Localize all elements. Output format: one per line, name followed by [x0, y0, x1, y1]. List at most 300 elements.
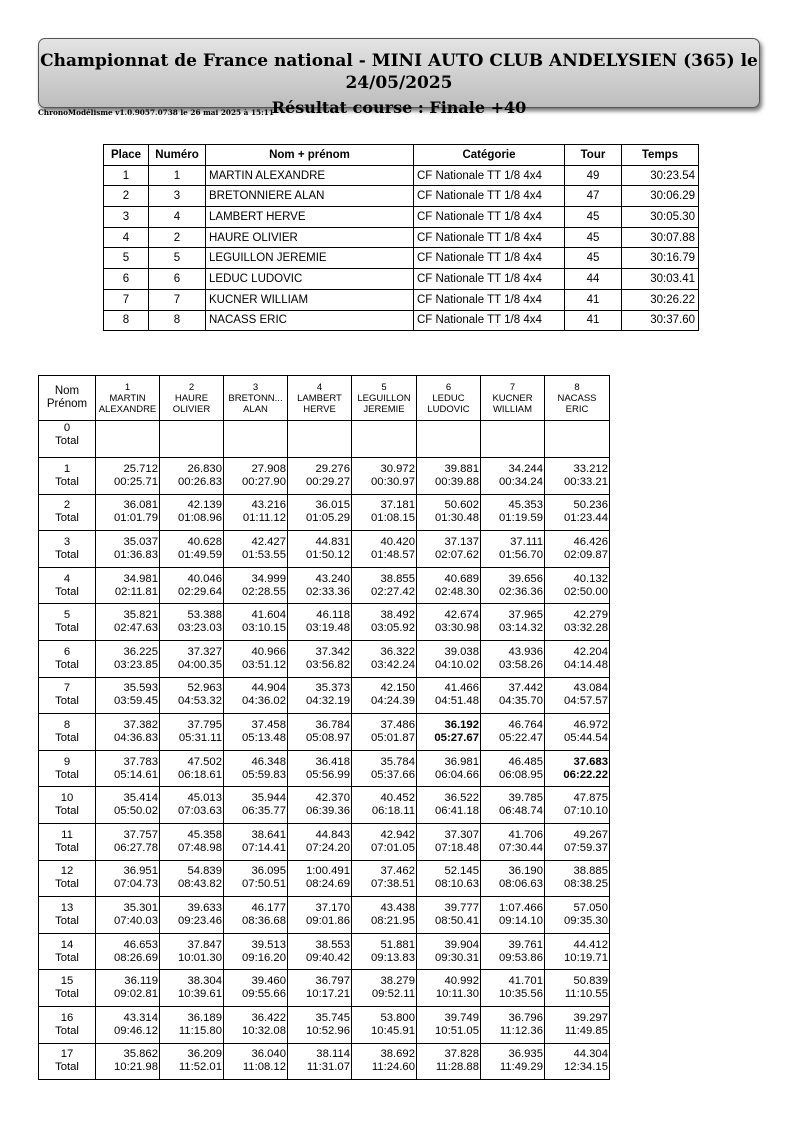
cumulative-time: 09:30.31 [435, 951, 479, 964]
lap-time: 35.373 [315, 682, 350, 695]
category-cell: CF Nationale TT 1/8 4x4 [414, 186, 565, 207]
cumulative-time: 05:50.02 [114, 805, 158, 818]
cumulative-time: 06:39.36 [306, 805, 350, 818]
corner-line: Prénom [46, 398, 88, 410]
lap-row [39, 933, 610, 970]
cumulative-time: 03:42.24 [371, 658, 415, 671]
lap-time: 41.706 [508, 828, 543, 841]
category-cell: CF Nationale TT 1/8 4x4 [414, 165, 565, 186]
lap-time-cell [352, 458, 417, 495]
cumulative-time: 07:01.05 [371, 841, 415, 854]
cumulative-time: 06:41.18 [435, 805, 479, 818]
software-version-line: ChronoModélisme v1.0.9057.0738 le 26 mai 2025 à 15:11 [38, 108, 274, 117]
number-cell: 5 [149, 248, 206, 269]
lap-time-cell [352, 640, 417, 677]
lap-time: 35.301 [123, 901, 158, 914]
lap-time-cell [352, 750, 417, 787]
lap-time: 40.046 [187, 572, 222, 585]
lap-time: 36.040 [251, 1048, 286, 1061]
driver-name-cell: MARTIN ALEXANDRE [206, 165, 414, 186]
place-cell: 7 [104, 289, 149, 310]
lap-time: 37.458 [251, 718, 286, 731]
lap-time: 37.342 [315, 645, 350, 658]
cumulative-time: 10:01.30 [178, 951, 222, 964]
driver-header-line1: KUCNER [492, 392, 533, 404]
driver-column-header [224, 376, 288, 421]
cumulative-time: 10:51.05 [435, 1024, 479, 1037]
lap-time-cell [481, 823, 545, 860]
lap-time-cell [288, 714, 352, 751]
driver-header-line1: NACASS [557, 392, 597, 404]
lap-time: 36.119 [124, 975, 158, 988]
driver-header-num: 1 [124, 381, 131, 393]
lap-time-cell [417, 604, 481, 641]
driver-header-num: 3 [252, 381, 259, 393]
lap-time-cell [96, 933, 160, 970]
lap-number: 5 [63, 609, 71, 622]
cumulative-time: 02:27.42 [371, 585, 415, 598]
time-cell: 30:06.29 [622, 186, 699, 207]
lap-time-cell [352, 860, 417, 897]
lap-time-cell [224, 897, 288, 934]
driver-header-line1: LEGUILLON [357, 392, 411, 404]
total-label: Total [55, 658, 79, 671]
lap-number: 10 [60, 792, 74, 805]
lap-time-cell [545, 640, 610, 677]
cumulative-time: 07:14.41 [242, 841, 286, 854]
cumulative-time: 01:36.83 [114, 548, 158, 561]
lap-time-cell [545, 458, 610, 495]
cumulative-time: 09:53.86 [499, 951, 543, 964]
lap-time-cell [288, 933, 352, 970]
cumulative-time: 07:50.51 [242, 878, 286, 891]
laps-count-cell: 45 [565, 248, 622, 269]
lap-time-cell [160, 823, 224, 860]
cumulative-time: 11:28.88 [435, 1061, 479, 1074]
cumulative-time: 11:12.36 [499, 1024, 543, 1037]
lap-time: 37.847 [187, 938, 222, 951]
cumulative-time: 04:00.35 [178, 658, 222, 671]
cumulative-time: 04:10.02 [435, 658, 479, 671]
lap-time: 37.327 [187, 645, 222, 658]
lap-time: 36.796 [508, 1011, 543, 1024]
cumulative-time: 06:18.61 [178, 768, 222, 781]
table-row [104, 269, 699, 290]
driver-header-line1: MARTIN [109, 392, 146, 404]
lap-time: 47.875 [573, 792, 608, 805]
place-cell: 4 [104, 227, 149, 248]
lap-number: 8 [63, 718, 71, 731]
cumulative-time: 06:08.95 [499, 768, 543, 781]
total-label: Total [55, 878, 79, 891]
lap-time-cell [224, 531, 288, 568]
lap-time: 35.944 [251, 792, 286, 805]
lap-time-cell [288, 787, 352, 824]
lap-time: 43.438 [380, 901, 415, 914]
cumulative-time: 11:52.01 [178, 1061, 222, 1074]
number-cell: 4 [149, 207, 206, 228]
lap-label-cell [39, 897, 96, 934]
lap-time: 33.212 [573, 462, 608, 475]
lap-time-cell [160, 677, 224, 714]
lap-time-cell [224, 604, 288, 641]
cumulative-time: 07:30.44 [499, 841, 543, 854]
lap-number: 14 [60, 938, 74, 951]
cumulative-time: 07:18.48 [435, 841, 479, 854]
lap-time: 37.757 [123, 828, 158, 841]
lap-time: 29.276 [315, 462, 350, 475]
lap-time-cell [545, 933, 610, 970]
lap-time-cell [224, 458, 288, 495]
lap-time-cell [160, 531, 224, 568]
cumulative-time: 04:35.70 [499, 695, 543, 708]
lap-time: 36.192 [444, 718, 479, 731]
table-row [104, 207, 699, 228]
cumulative-time: 08:38.25 [564, 878, 608, 891]
lap-time-cell [224, 677, 288, 714]
lap-time-cell [545, 494, 610, 531]
lap-time-cell [352, 933, 417, 970]
lap-time: 45.358 [187, 828, 222, 841]
lap-time-cell [288, 458, 352, 495]
lap-time-cell [417, 494, 481, 531]
cumulative-time: 03:56.82 [306, 658, 350, 671]
table-row [104, 186, 699, 207]
lap-time: 36.797 [315, 975, 350, 988]
lap-number: 7 [63, 682, 71, 695]
lap-time: 37.111 [510, 535, 543, 548]
lap-time-cell [96, 823, 160, 860]
cumulative-time: 09:14.10 [499, 914, 543, 927]
lap-time: 38.855 [380, 572, 415, 585]
lap-time-cell [160, 750, 224, 787]
lap-number: 15 [60, 975, 74, 988]
lap-time-cell [288, 970, 352, 1007]
lap-time: 41.604 [251, 609, 286, 622]
lap-row [39, 823, 610, 860]
cumulative-time: 06:22.22 [563, 768, 608, 781]
lap-label-cell [39, 567, 96, 604]
lap-time-cell [160, 604, 224, 641]
lap-time-cell [224, 750, 288, 787]
lap-time: 39.297 [573, 1011, 608, 1024]
cumulative-time: 01:01.79 [114, 512, 158, 525]
driver-column-header [481, 376, 545, 421]
lap-label-cell [39, 860, 96, 897]
lap-time: 43.936 [508, 645, 543, 658]
cumulative-time: 03:23.85 [114, 658, 158, 671]
lap-time-cell [417, 787, 481, 824]
total-label: Total [55, 988, 79, 1001]
lap-time: 38.492 [380, 609, 415, 622]
lap-time: 37.442 [508, 682, 543, 695]
cumulative-time: 01:08.96 [178, 512, 222, 525]
cumulative-time: 03:32.28 [564, 622, 608, 635]
total-label: Total [55, 1024, 79, 1037]
lap-label-cell [39, 640, 96, 677]
lap-time-cell [224, 494, 288, 531]
lap-number: 11 [61, 828, 73, 841]
cumulative-time: 09:02.81 [114, 988, 158, 1001]
cumulative-time: 04:57.57 [564, 695, 608, 708]
total-label: Total [55, 805, 79, 818]
cumulative-time: 04:14.48 [564, 658, 608, 671]
laps-count-cell: 45 [565, 207, 622, 228]
cumulative-time: 09:46.12 [114, 1024, 158, 1037]
total-label: Total [55, 585, 79, 598]
lap-time: 47.502 [187, 755, 222, 768]
lap-label-cell [39, 677, 96, 714]
category-cell: CF Nationale TT 1/8 4x4 [414, 207, 565, 228]
laps-count-cell: 47 [565, 186, 622, 207]
cumulative-time: 03:05.92 [371, 622, 415, 635]
cumulative-time: 08:21.95 [371, 914, 415, 927]
lap-time-cell [352, 714, 417, 751]
lap-time: 36.935 [508, 1048, 543, 1061]
time-cell: 30:03.41 [622, 269, 699, 290]
cumulative-time: 02:09.87 [564, 548, 608, 561]
cumulative-time: 01:53.55 [242, 548, 286, 561]
laps-count-cell: 49 [565, 165, 622, 186]
cumulative-time: 04:51.48 [435, 695, 479, 708]
lap-time-cell [481, 458, 545, 495]
lap-row [39, 860, 610, 897]
lap-label-cell [39, 970, 96, 1007]
lap-time: 35.784 [380, 755, 415, 768]
results-table [103, 144, 699, 331]
lap-row [39, 421, 610, 458]
cumulative-time: 04:24.39 [371, 695, 415, 708]
lap-time-cell [352, 897, 417, 934]
total-label: Total [55, 512, 79, 525]
cumulative-time: 08:24.69 [306, 878, 350, 891]
cumulative-time: 03:19.48 [306, 622, 350, 635]
place-cell: 8 [104, 310, 149, 331]
place-cell: 3 [104, 207, 149, 228]
lap-time: 37.137 [444, 535, 479, 548]
driver-column-header [288, 376, 352, 421]
driver-column-header [352, 376, 417, 421]
cumulative-time: 00:39.88 [435, 475, 479, 488]
lap-time: 41.466 [444, 682, 479, 695]
driver-header-num: 4 [316, 381, 323, 393]
driver-header-num: 6 [445, 381, 452, 393]
driver-name-cell: LEDUC LUDOVIC [206, 269, 414, 290]
cumulative-time: 07:59.37 [564, 841, 608, 854]
cumulative-time: 05:56.99 [306, 768, 350, 781]
lap-time-cell [288, 640, 352, 677]
driver-header-line2: LUDOVIC [427, 403, 470, 415]
cumulative-time: 07:04.73 [114, 878, 158, 891]
cumulative-time: 07:03.63 [178, 805, 222, 818]
lap-number: 0 [63, 422, 71, 434]
lap-label-cell [39, 714, 96, 751]
lap-time: 37.170 [315, 901, 350, 914]
lap-row [39, 531, 610, 568]
lap-time: 35.593 [123, 682, 158, 695]
lap-time: 43.216 [251, 499, 286, 512]
driver-header-num: 7 [509, 381, 516, 393]
cumulative-time: 06:04.66 [435, 768, 479, 781]
cumulative-time: 04:32.19 [306, 695, 350, 708]
driver-name-cell: HAURE OLIVIER [206, 227, 414, 248]
column-header: Tour [565, 145, 622, 166]
cumulative-time: 03:23.03 [178, 622, 222, 635]
lap-time: 36.095 [251, 865, 286, 878]
lap-row [39, 970, 610, 1007]
time-cell: 30:07.88 [622, 227, 699, 248]
lap-time: 39.038 [444, 645, 479, 658]
lap-time-cell [352, 1006, 417, 1043]
place-cell: 1 [104, 165, 149, 186]
lap-time-cell [224, 567, 288, 604]
lap-time: 35.821 [123, 609, 158, 622]
lap-time-cell [96, 1043, 160, 1080]
number-cell: 2 [149, 227, 206, 248]
place-cell: 2 [104, 186, 149, 207]
lap-time-cell [481, 677, 545, 714]
driver-header-line1: LAMBERT [297, 392, 342, 404]
table-row [104, 248, 699, 269]
lap-time: 35.414 [123, 792, 158, 805]
cumulative-time: 01:19.59 [499, 512, 543, 525]
number-cell: 7 [149, 289, 206, 310]
cumulative-time: 10:39.61 [178, 988, 222, 1001]
lap-time-cell [160, 421, 224, 458]
lap-time-cell [417, 421, 481, 458]
driver-header-line2: JEREMIE [363, 403, 405, 415]
time-cell: 30:26.22 [622, 289, 699, 310]
lap-time-cell [352, 677, 417, 714]
cumulative-time: 01:50.12 [306, 548, 350, 561]
driver-header-line1: HAURE [174, 392, 209, 404]
lap-time: 40.689 [444, 572, 479, 585]
lap-time: 27.908 [251, 462, 286, 475]
lap-time-cell [288, 1006, 352, 1043]
lap-time-cell [417, 860, 481, 897]
lap-label-cell [39, 823, 96, 860]
lap-time: 38.641 [251, 828, 286, 841]
cumulative-time: 10:52.96 [306, 1024, 350, 1037]
place-cell: 5 [104, 248, 149, 269]
lap-time-cell [417, 567, 481, 604]
driver-column-header [417, 376, 481, 421]
lap-time: 44.831 [315, 535, 350, 548]
lap-time: 35.862 [123, 1048, 158, 1061]
lap-label-cell [39, 750, 96, 787]
lap-time: 38.553 [315, 938, 350, 951]
results-header-row [104, 145, 699, 166]
cumulative-time: 02:29.64 [178, 585, 222, 598]
lap-time: 42.139 [187, 499, 222, 512]
lap-label-cell [39, 1006, 96, 1043]
driver-header-line2: HERVE [303, 403, 336, 415]
cumulative-time: 10:45.91 [371, 1024, 415, 1037]
cumulative-time: 02:28.55 [242, 585, 286, 598]
lap-time: 43.314 [123, 1011, 158, 1024]
lap-time-cell [160, 970, 224, 1007]
lap-time-cell [352, 604, 417, 641]
lap-time: 37.683 [573, 755, 608, 768]
cumulative-time: 08:10.63 [435, 878, 479, 891]
lap-time: 37.795 [187, 718, 222, 731]
lap-number: 6 [63, 645, 71, 658]
driver-header-line2: ALEXANDRE [98, 403, 157, 415]
lap-row [39, 677, 610, 714]
cumulative-time: 05:37.66 [371, 768, 415, 781]
lap-time-cell [545, 787, 610, 824]
lap-label-cell [39, 421, 96, 458]
lap-time-cell [288, 531, 352, 568]
lap-time-cell [96, 421, 160, 458]
lap-time: 30.972 [380, 462, 415, 475]
lap-time-cell [96, 897, 160, 934]
cumulative-time: 05:27.67 [434, 731, 479, 744]
driver-header-line1: BRETONN... [228, 392, 283, 404]
lap-time-cell [352, 421, 417, 458]
lap-time: 36.522 [444, 792, 479, 805]
lap-time: 44.843 [315, 828, 350, 841]
lap-number: 12 [60, 865, 74, 878]
lap-time: 36.418 [315, 755, 350, 768]
category-cell: CF Nationale TT 1/8 4x4 [414, 310, 565, 331]
lap-time-cell [160, 897, 224, 934]
cumulative-time: 01:05.29 [306, 512, 350, 525]
lap-time: 40.966 [251, 645, 286, 658]
lap-row [39, 458, 610, 495]
lap-time: 36.225 [123, 645, 158, 658]
lap-time: 26.830 [187, 462, 222, 475]
time-cell: 30:05.30 [622, 207, 699, 228]
cumulative-time: 11:49.29 [499, 1061, 543, 1074]
column-header: Temps [622, 145, 699, 166]
lap-time-cell [288, 1043, 352, 1080]
cumulative-time: 06:48.74 [499, 805, 543, 818]
lap-time: 54.839 [187, 865, 222, 878]
lap-time-cell [288, 860, 352, 897]
cumulative-time: 09:16.20 [242, 951, 286, 964]
lap-time-cell [288, 494, 352, 531]
lap-row [39, 604, 610, 641]
cumulative-time: 10:11.30 [435, 988, 479, 1001]
lap-time-cell [417, 970, 481, 1007]
cumulative-time: 03:10.15 [242, 622, 286, 635]
driver-header-num: 8 [574, 381, 580, 393]
lap-time: 42.942 [380, 828, 415, 841]
category-cell: CF Nationale TT 1/8 4x4 [414, 289, 565, 310]
lap-time: 37.965 [508, 609, 543, 622]
lap-time-cell [417, 714, 481, 751]
cumulative-time: 08:26.69 [114, 951, 158, 964]
lap-time-cell [481, 714, 545, 751]
lap-time-cell [288, 567, 352, 604]
cumulative-time: 11:24.60 [371, 1061, 415, 1074]
lap-time: 36.322 [380, 645, 415, 658]
lap-time: 39.460 [251, 975, 286, 988]
lap-time-cell [288, 604, 352, 641]
cumulative-time: 01:30.48 [435, 512, 479, 525]
lap-time: 36.081 [123, 499, 158, 512]
lap-time: 57.050 [573, 901, 608, 914]
lap-time: 37.486 [380, 718, 415, 731]
cumulative-time: 07:38.51 [371, 878, 415, 891]
cumulative-time: 00:25.71 [114, 475, 158, 488]
lap-number: 9 [63, 755, 71, 768]
cumulative-time: 01:11.12 [242, 512, 286, 525]
driver-name-cell: LAMBERT HERVE [206, 207, 414, 228]
cumulative-time: 05:01.87 [371, 731, 415, 744]
lap-time: 40.132 [573, 572, 608, 585]
